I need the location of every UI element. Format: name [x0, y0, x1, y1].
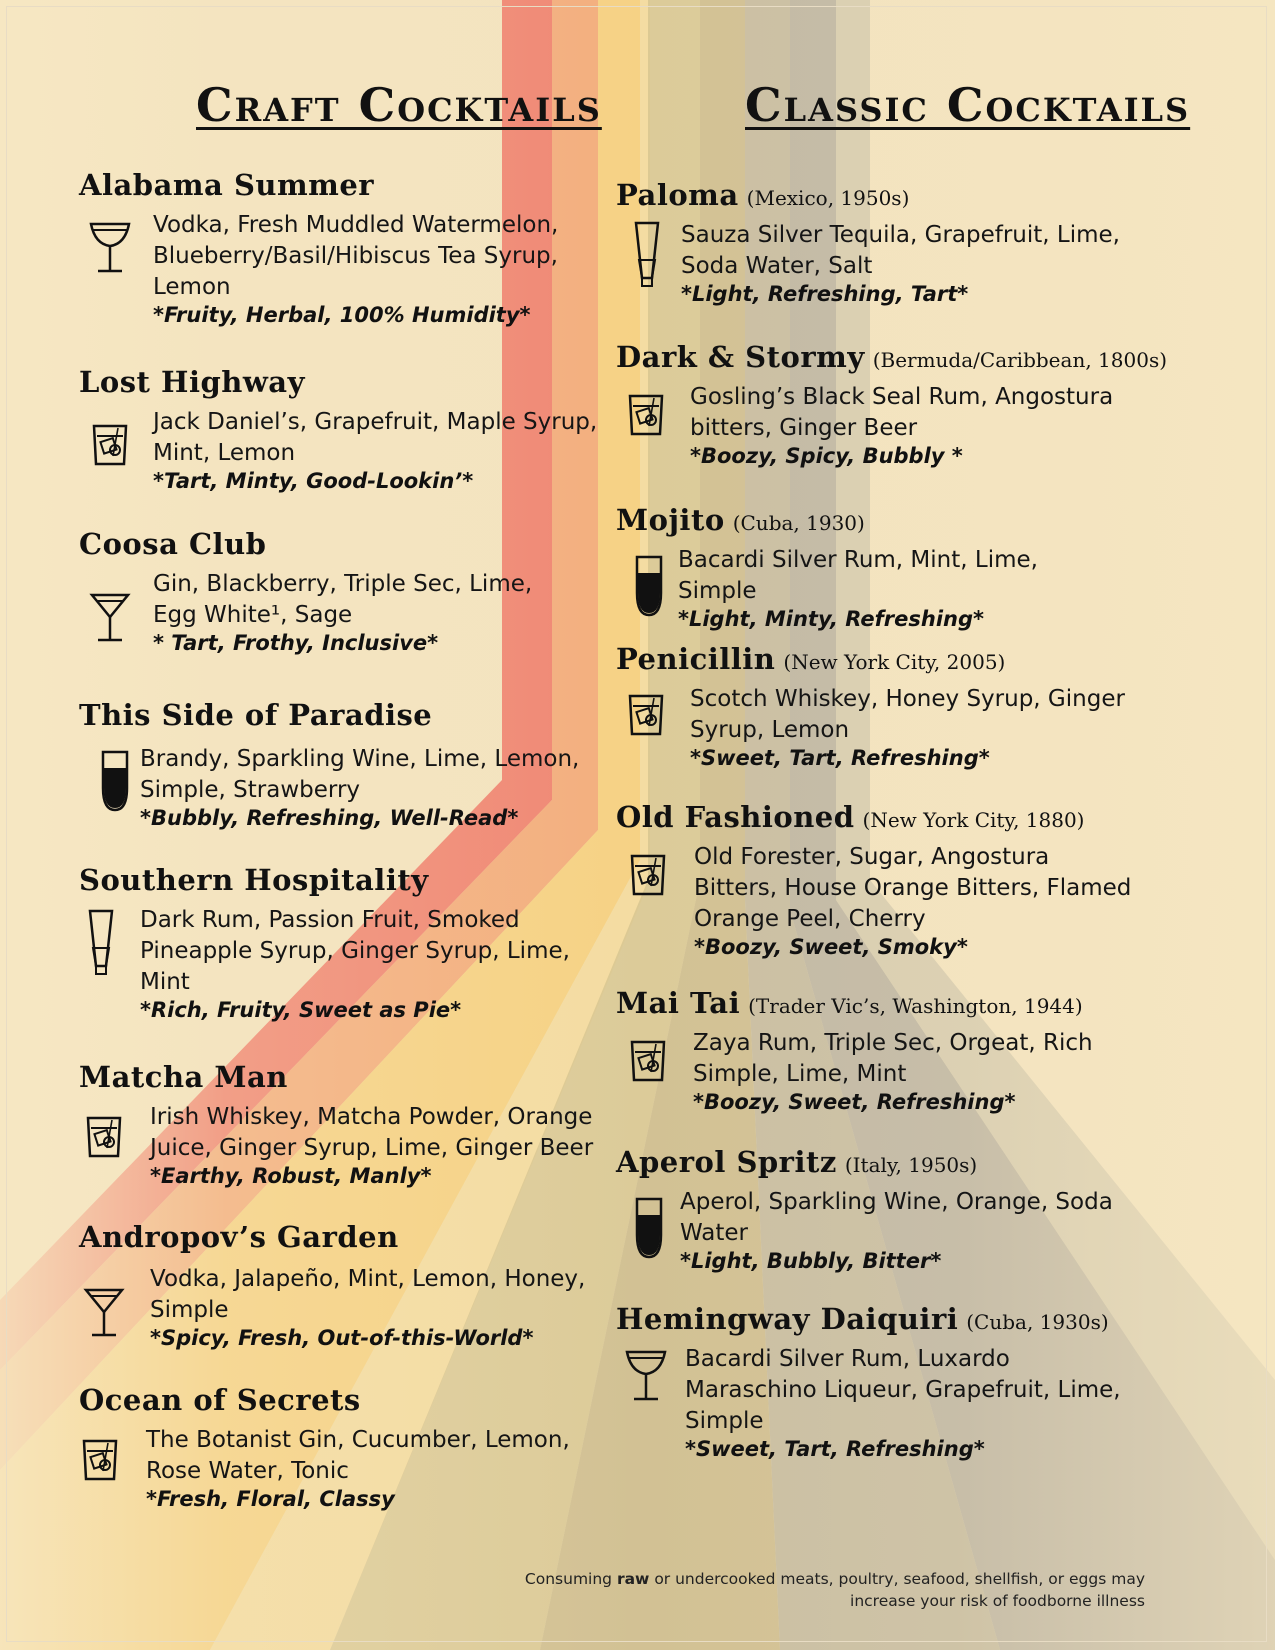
drink-name-text: Lost Highway [79, 365, 305, 399]
drink-name-text: Hemingway Daiquiri [616, 1302, 959, 1336]
drink-tasting-notes: *Light, Refreshing, Tart* [681, 282, 969, 306]
drink-ingredients: Dark Rum, Passion Fruit, Smoked Pineapple Syrup, Ginger Syrup, Lime, Mint [140, 907, 570, 995]
coupe-glass-icon [624, 1346, 668, 1404]
drink-name [616, 642, 1005, 679]
drink-tasting-notes: *Earthy, Robust, Manly* [150, 1164, 432, 1188]
food-safety-disclaimer [505, 1568, 1145, 1612]
drink-origin: (Bermuda/Caribbean, 1800s) [872, 348, 1168, 372]
drink-lost-highway [79, 365, 598, 493]
drink-tasting-notes: *Tart, Minty, Good-Lookin’* [153, 469, 474, 493]
drink-origin: (New York City, 2005) [783, 650, 1006, 674]
drink-tasting-notes: *Bubbly, Refreshing, Well-Read* [140, 806, 519, 830]
drink-aperol-spritz [616, 1145, 1113, 1273]
drink-name [79, 527, 266, 561]
rocks-glass-icon [88, 420, 132, 470]
craft-cocktails-heading: Craft Cocktails [196, 78, 602, 132]
drink-mojito [616, 503, 1038, 631]
drink-name [79, 698, 432, 732]
drink-ocean-of-secrets [79, 1383, 570, 1511]
drink-southern-hospitality [79, 863, 570, 1022]
drink-ingredients: Old Forester, Sugar, Angostura Bitters, House Orange Bitters, Flamed Orange Peel, Cherry [694, 844, 1132, 932]
drink-tasting-notes: *Fruity, Herbal, 100% Humidity* [153, 303, 531, 327]
drink-ingredients: Bacardi Silver Rum, Mint, Lime, Simple [678, 547, 1038, 604]
rocks-glass-icon [624, 390, 668, 440]
coupe-glass-icon [88, 218, 132, 276]
drink-tasting-notes: *Light, Minty, Refreshing* [678, 607, 985, 631]
drink-matcha-man [79, 1060, 594, 1188]
drink-name [616, 800, 1084, 837]
drink-coosa-club [79, 527, 533, 655]
drink-name-text: Andropov’s Garden [79, 1220, 399, 1254]
drink-name-text: Ocean of Secrets [79, 1383, 361, 1417]
drink-ingredients: Scotch Whiskey, Honey Syrup, Ginger Syrup, Lemon [690, 686, 1125, 743]
drink-paloma [616, 178, 1120, 306]
rocks-glass-icon [624, 690, 668, 740]
drink-ingredients: Jack Daniel’s, Grapefruit, Maple Syrup, Mint, Lemon [153, 409, 598, 466]
wine-glass-icon [632, 1195, 666, 1261]
drink-name [616, 340, 1167, 377]
drink-penicillin [616, 642, 1125, 770]
drink-name-text: Coosa Club [79, 527, 267, 561]
drink-ingredients: Gin, Blackberry, Triple Sec, Lime, Egg White¹, Sage [153, 571, 533, 628]
drink-name-text: Mojito [616, 503, 725, 537]
drink-hemingway-daiquiri [616, 1302, 1121, 1461]
tall-glass-icon [632, 220, 662, 290]
drink-ingredients: The Botanist Gin, Cucumber, Lemon, Rose Water, Tonic [146, 1427, 570, 1484]
drink-tasting-notes: * Tart, Frothy, Inclusive* [153, 631, 439, 655]
drink-ingredients: Vodka, Fresh Muddled Watermelon, Blueberry/Basil/Hibiscus Tea Syrup, Lemon [153, 212, 559, 300]
drink-dark-stormy [616, 340, 1168, 468]
drink-tasting-notes: *Light, Bubbly, Bitter* [680, 1249, 942, 1273]
drink-name-text: Dark & Stormy [616, 340, 865, 374]
drink-name-text: Aperol Spritz [616, 1145, 837, 1179]
drink-mai-tai [616, 986, 1093, 1114]
drink-name [616, 986, 1083, 1023]
drink-ingredients: Vodka, Jalapeño, Mint, Lemon, Honey, Simple [150, 1266, 586, 1323]
drink-tasting-notes: *Boozy, Spicy, Bubbly * [690, 444, 963, 468]
drink-origin: (Trader Vic’s, Washington, 1944) [748, 994, 1083, 1018]
rocks-glass-icon [78, 1435, 122, 1485]
drink-ingredients: Bacardi Silver Rum, Luxardo Maraschino Liqueur, Grapefruit, Lime, Simple [685, 1346, 1121, 1434]
rocks-glass-icon [626, 1036, 670, 1086]
wine-glass-icon [98, 748, 132, 814]
drink-name-text: Southern Hospitality [79, 863, 429, 897]
drink-origin: (Mexico, 1950s) [746, 186, 910, 210]
drink-tasting-notes: *Boozy, Sweet, Smoky* [694, 935, 968, 959]
drink-tasting-notes: *Fresh, Floral, Classy [146, 1487, 395, 1511]
drink-name-text: Mai Tai [616, 986, 741, 1020]
drink-name-text: Old Fashioned [616, 800, 855, 834]
wine-glass-icon [632, 553, 666, 619]
drink-origin: (Italy, 1950s) [844, 1153, 978, 1177]
drink-origin: (Cuba, 1930) [732, 511, 865, 535]
drink-name [616, 1302, 1109, 1339]
disclaimer-suffix: or undercooked meats, poultry, seafood, shellfish, or eggs may increase your risk of foodborne illness [649, 1570, 1145, 1610]
drink-name-text: Penicillin [616, 642, 776, 676]
drink-tasting-notes: *Rich, Fruity, Sweet as Pie* [140, 998, 462, 1022]
rocks-glass-icon [626, 850, 670, 900]
drink-ingredients: Aperol, Sparkling Wine, Orange, Soda Water [680, 1189, 1113, 1246]
drink-name [79, 365, 305, 399]
drink-ingredients: Zaya Rum, Triple Sec, Orgeat, Rich Simple, Lime, Mint [693, 1030, 1093, 1087]
classic-cocktails-heading: Classic Cocktails [745, 78, 1191, 132]
drink-name [79, 1220, 399, 1254]
drink-name [616, 1145, 977, 1182]
drink-name-text: Alabama Summer [79, 168, 375, 202]
drink-old-fashioned [616, 800, 1132, 959]
drink-origin: (Cuba, 1930s) [966, 1310, 1109, 1334]
drink-name [79, 168, 374, 202]
martini-glass-icon [88, 587, 132, 645]
drink-name [616, 178, 909, 215]
disclaimer-prefix: Consuming [524, 1570, 617, 1588]
drink-ingredients: Irish Whiskey, Matcha Powder, Orange Juice, Ginger Syrup, Lime, Ginger Beer [150, 1104, 594, 1161]
drink-alabama-summer [79, 168, 559, 327]
drink-tasting-notes: *Boozy, Sweet, Refreshing* [693, 1090, 1016, 1114]
martini-glass-icon [82, 1282, 126, 1340]
drink-origin: (New York City, 1880) [862, 808, 1085, 832]
drink-name [616, 503, 865, 540]
drink-tasting-notes: *Sweet, Tart, Refreshing* [685, 1437, 985, 1461]
drink-name-text: Matcha Man [79, 1060, 288, 1094]
drink-ingredients: Sauza Silver Tequila, Grapefruit, Lime, Soda Water, Salt [681, 222, 1120, 279]
drink-name [79, 1383, 361, 1417]
drink-name-text: Paloma [616, 178, 739, 212]
rocks-glass-icon [82, 1112, 126, 1162]
drink-tasting-notes: *Spicy, Fresh, Out-of-this-World* [150, 1326, 534, 1350]
tall-glass-icon [86, 908, 116, 978]
drink-name [79, 863, 429, 897]
drink-ingredients: Gosling’s Black Seal Rum, Angostura bitters, Ginger Beer [690, 384, 1114, 441]
drink-name-text: This Side of Paradise [79, 698, 433, 732]
drink-this-side-of-paradise [79, 698, 580, 830]
drink-ingredients: Brandy, Sparkling Wine, Lime, Lemon, Simple, Strawberry [140, 746, 580, 803]
disclaimer-emphasis: raw [616, 1570, 650, 1588]
drink-andropov-s-garden [79, 1220, 586, 1350]
drink-tasting-notes: *Sweet, Tart, Refreshing* [690, 746, 990, 770]
drink-name [79, 1060, 288, 1094]
